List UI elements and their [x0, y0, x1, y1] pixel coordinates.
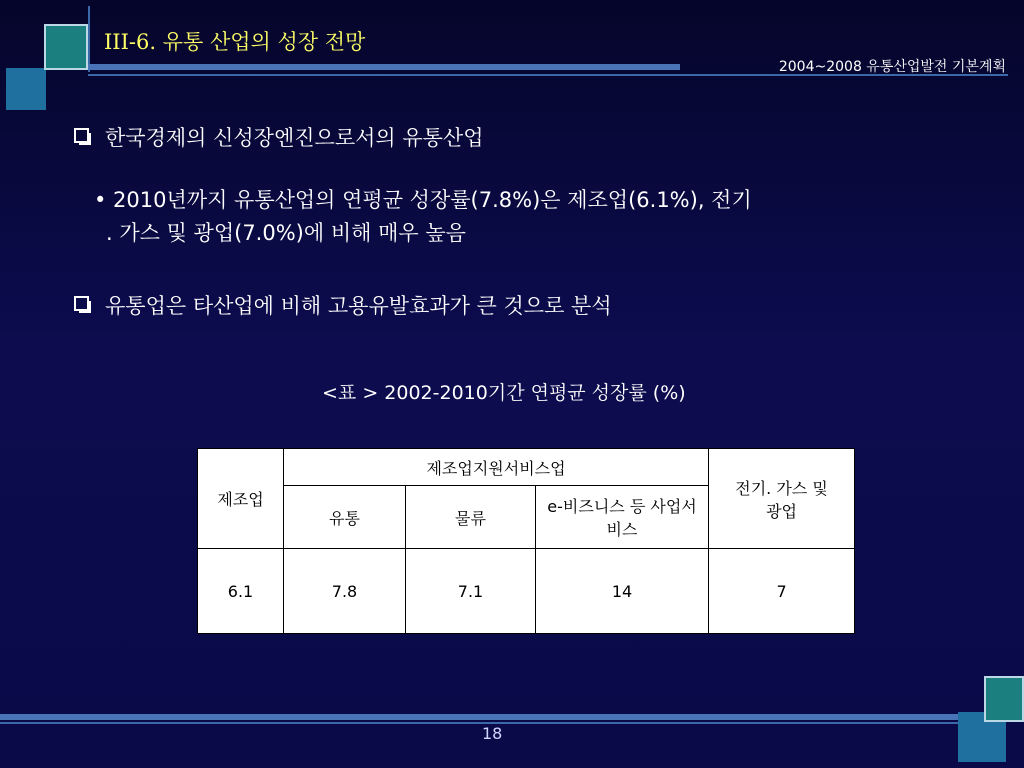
- corner-square-outer: [6, 68, 46, 110]
- bullet-2-text: 유통업은 타산업에 비해 고용유발효과가 큰 것으로 분석: [105, 294, 612, 318]
- plan-subtitle: 2004~2008 유통산업발전 기본계획: [778, 59, 1006, 75]
- bullet-item-1: [74, 122, 484, 152]
- footer-rule-thick: [0, 714, 1000, 720]
- checkbox-bullet-icon: [74, 296, 89, 311]
- header-logistics: 물류: [406, 486, 536, 549]
- header-distribution: 유통: [284, 486, 406, 549]
- bullet-1-text: 한국경제의 신성장엔진으로서의 유통산업: [105, 126, 484, 150]
- table-row: [198, 549, 855, 634]
- sub-bullet-line-1: • 2010년까지 유통산업의 연평균 성장률(7.8%)은 제조업(6.1%), 전기: [94, 188, 752, 212]
- header-manufacturing: 제조업: [198, 449, 284, 549]
- header-ebusiness: e-비즈니스 등 사업서비스: [536, 486, 709, 549]
- value-utilities: 7: [709, 549, 855, 634]
- footer-rule-thin: [0, 722, 960, 724]
- header-rule-thick: [88, 64, 680, 70]
- bullet-item-2: [74, 290, 612, 320]
- header-utilities: 전기. 가스 및 광업: [709, 449, 855, 549]
- corner-square-inner: [44, 24, 88, 70]
- value-distribution: 7.8: [284, 549, 406, 634]
- growth-rate-table: [197, 448, 855, 634]
- page-number: 18: [482, 724, 503, 743]
- section-title: III-6. 유통 산업의 성장 전망: [104, 30, 366, 54]
- value-manufacturing: 6.1: [198, 549, 284, 634]
- value-logistics: 7.1: [406, 549, 536, 634]
- table-caption: <표 > 2002-2010기간 연평균 성장률 (%): [322, 382, 686, 404]
- header-rule-vertical: [88, 6, 90, 72]
- corner-square-inner: [984, 676, 1024, 722]
- header-support-services: 제조업지원서비스업: [284, 449, 709, 486]
- value-ebusiness: 14: [536, 549, 709, 634]
- sub-bullet: [94, 184, 752, 250]
- sub-bullet-line-2: . 가스 및 광업(7.0%)에 비해 매우 높음: [106, 221, 466, 245]
- checkbox-bullet-icon: [74, 128, 89, 143]
